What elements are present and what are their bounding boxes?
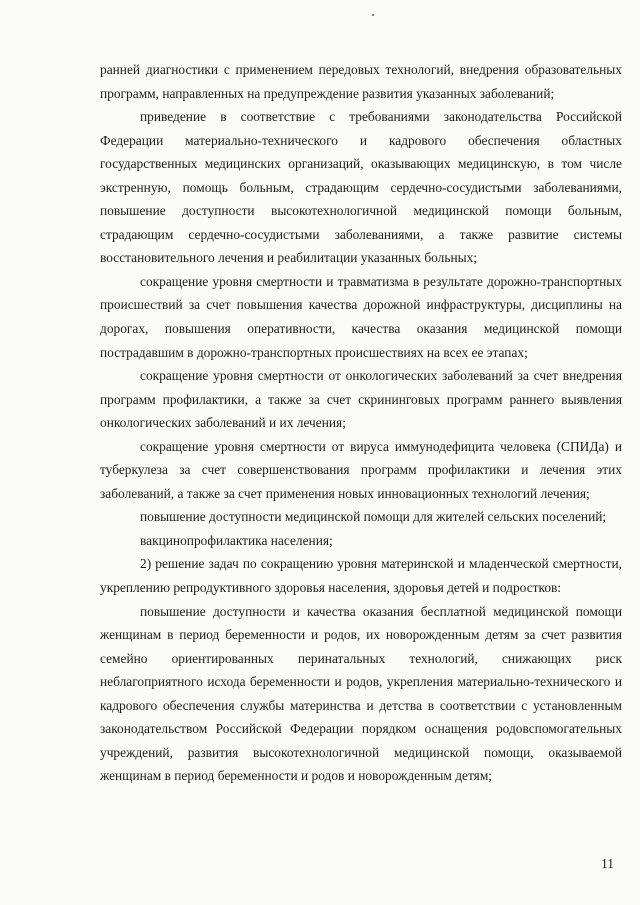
paragraph: сокращение уровня смертности от вируса иммунодефицита человека (СПИДа) и туберкулеза за счет совершенствования программ профилактики и лечения этих заболеваний, а также за счет применения новых инновационных технологий лечения;: [100, 438, 622, 501]
paragraph: ранней диагностики с применением передовых технологий, внедрения образовательных программ, направленных на предупреждение развития указанных заболеваний;: [100, 62, 622, 101]
page-number: 11: [601, 856, 614, 871]
paragraph: 2) решение задач по сокращению уровня материнской и младенческой смертности, укреплению репродуктивного здоровья населения, здоровья детей и подростков:: [100, 556, 622, 596]
paragraph: сокращение уровня смертности и травматизма в результате дорожно-транспортных происшествий за счет повышения качества дорожной инфраструктуры, дисциплины на дорогах, повышения оперативности, качества оказания медицинской помощи пострадавшим в дорожно-транспортных происшествиях на всех ее этапах;: [100, 273, 622, 360]
scan-speck: [372, 14, 374, 16]
paragraph: сокращение уровня смертности от онкологических заболеваний за счет внедрения программ профилактики, а также за счет скрининговых программ раннего выявления онкологических заболеваний и их лечения;: [100, 368, 622, 431]
paragraph: приведение в соответствие с требованиями законодательства Российской Федерации материально-технического и кадрового обеспечения областных государственных медицинских организаций, оказывающих медицинскую, в том числе экстренную, помощь больным, страдающим сердечно-сосудистыми заболеваниями, повышение доступности высокотехнологичной медицинской помощи больным, страдающим сердечно-сосудистыми заболеваниями, а также развитие системы восстановительного лечения и реабилитации указанных больных;: [100, 109, 622, 266]
paragraph: повышение доступности и качества оказания бесплатной медицинской помощи женщинам в период беременности и родов, их новорожденным детям за счет развития семейно ориентированных перинатальных технологий, снижающих риск неблагоприятного исхода беременности и родов, укрепления материально-технического и кадрового обеспечения службы материнства и детства в соответствии с установленным законодательством Российской Федерации порядком оснащения родовспомогательных учреждений, развития высокотехнологичной медицинской помощи, оказываемой женщинам в период беременности и родов и новорожденным детям;: [100, 603, 622, 784]
paragraph: повышение доступности медицинской помощи для жителей сельских поселений;: [140, 509, 607, 525]
document-body: [100, 58, 622, 788]
paragraph: вакцинопрофилактика населения;: [140, 532, 333, 548]
